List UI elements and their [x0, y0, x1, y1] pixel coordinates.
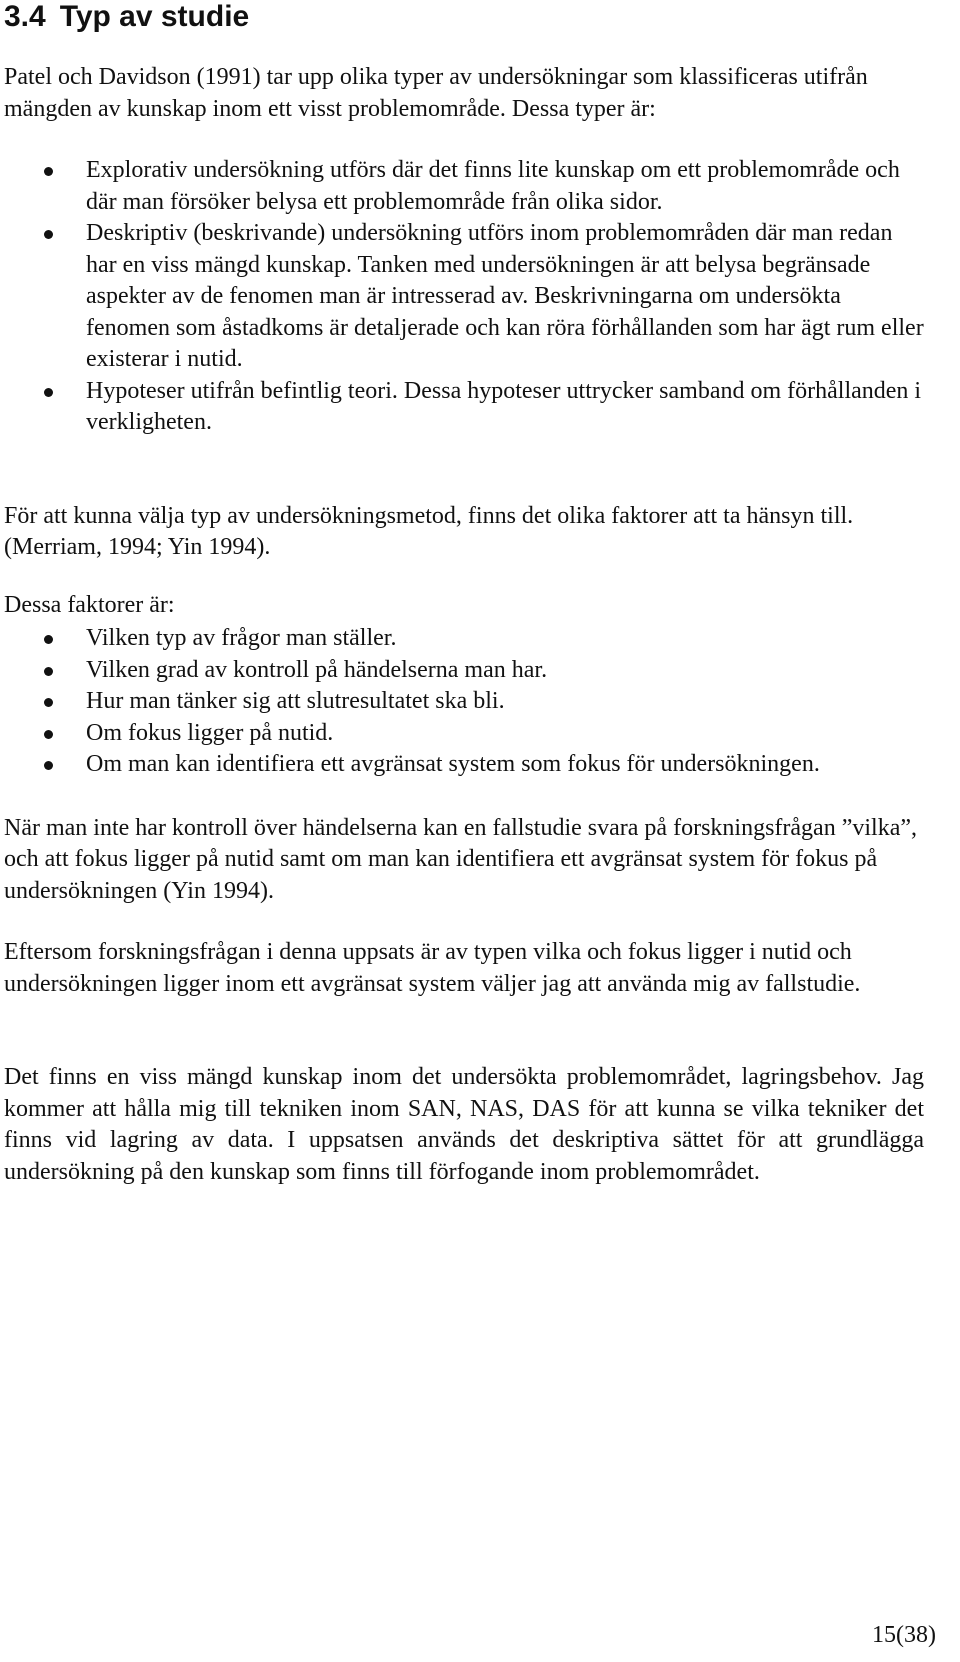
list-item: Explorativ undersökning utförs där det finns lite kunskap om ett problemområde och där man försöker belysa ett problemområde från olika sidor.: [4, 155, 924, 218]
bullet-icon: [44, 667, 53, 676]
intro-paragraph: Patel och Davidson (1991) tar upp olika typer av undersökningar som klassificeras utifrån mängden av kunskap inom ett visst problemområde. Dessa typer är:: [4, 64, 868, 122]
bullet-icon: [44, 388, 53, 397]
list-item: Om fokus ligger på nutid.: [4, 718, 924, 750]
case-study-paragraph: När man inte har kontroll över händelserna kan en fallstudie svara på forskningsfrågan ”vilka”, och att fokus ligger på nutid samt om man kan identifiera ett avgränsat system för fokus på undersökningen (Yin 1994).: [4, 814, 917, 904]
factors-list: [4, 623, 924, 781]
bullet-icon: [44, 761, 53, 770]
method-paragraph: För att kunna välja typ av undersökningsmetod, finns det olika faktorer att ta hänsyn till. (Merriam, 1994; Yin 1994).: [4, 502, 854, 560]
bullet-icon: [44, 167, 53, 176]
bullet-icon: [44, 635, 53, 644]
factors-intro: Dessa faktorer är:: [4, 591, 175, 618]
document-page: [4, 0, 924, 1188]
section-heading: [4, 0, 924, 36]
list-item: Vilken grad av kontroll på händelserna man har.: [4, 655, 924, 687]
closing-paragraph: Det finns en viss mängd kunskap inom det undersökta problemområdet, lagringsbehov. Jag kommer att hålla mig till tekniken inom SAN, NAS, DAS för att kunna se vilka tekniker det finns vid lagring av data. I uppsatsen används det deskriptiva sättet för att grundlägga undersökning på den kunskap som finns till förfogande inom problemområdet.: [4, 1064, 924, 1185]
list-item: Hur man tänker sig att slutresultatet ska bli.: [4, 686, 924, 718]
study-types-list: [4, 155, 924, 439]
section-title: Typ av studie: [59, 0, 250, 33]
list-item: Deskriptiv (beskrivande) undersökning utförs inom problemområden där man redan har en viss mängd kunskap. Tanken med undersökningen är att belysa begränsade aspekter av de fenomen man är intresserad av. Beskrivningarna om undersökta fenomen som åstadkoms är detaljerade och kan röra förhållanden som har ägt rum eller existerar i nutid.: [4, 218, 924, 376]
page-number: 15(38): [872, 1622, 936, 1648]
list-item: Hypoteser utifrån befintlig teori. Dessa hypoteser uttrycker samband om förhållanden i verkligheten.: [4, 376, 924, 439]
bullet-icon: [44, 698, 53, 707]
choice-paragraph: Eftersom forskningsfrågan i denna uppsats är av typen vilka och fokus ligger i nutid och undersökningen ligger inom ett avgränsat system väljer jag att använda mig av fallstudie.: [4, 939, 861, 997]
bullet-icon: [44, 230, 53, 239]
list-item: Om man kan identifiera ett avgränsat system som fokus för undersökningen.: [4, 749, 924, 781]
bullet-icon: [44, 730, 53, 739]
section-number: 3.4: [4, 0, 46, 33]
list-item: Vilken typ av frågor man ställer.: [4, 623, 924, 655]
